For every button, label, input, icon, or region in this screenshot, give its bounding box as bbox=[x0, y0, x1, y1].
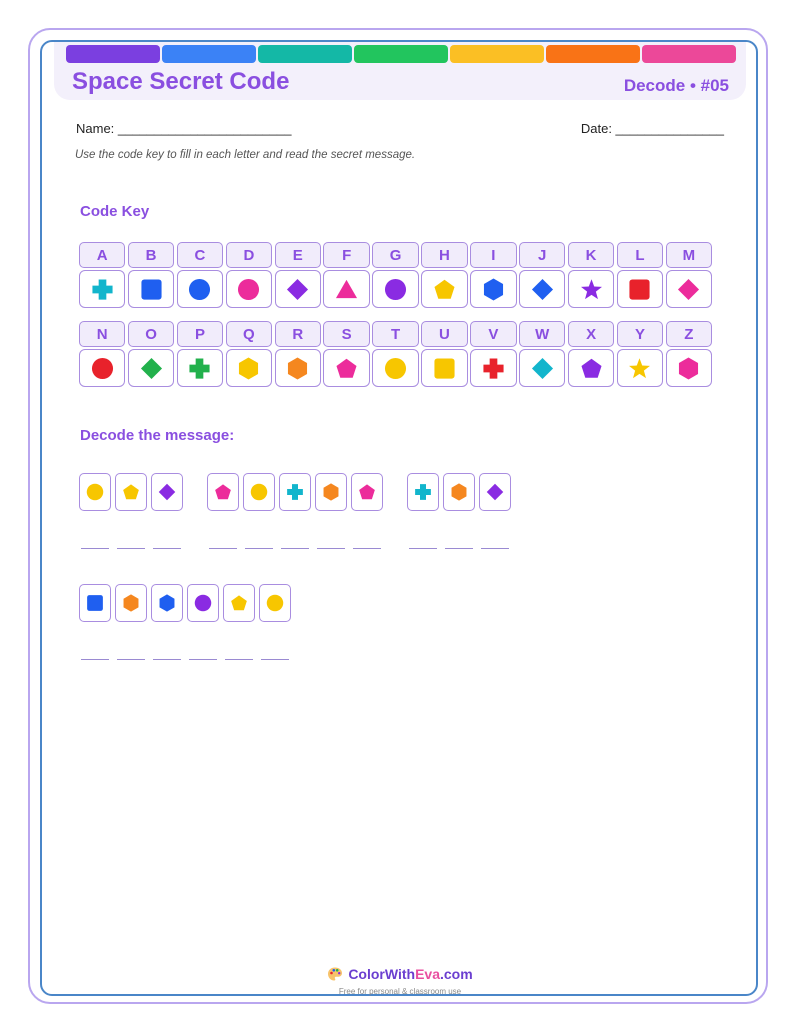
code-key-letter: H bbox=[421, 242, 467, 268]
code-key-letter: I bbox=[470, 242, 516, 268]
code-key-row-1 bbox=[79, 242, 712, 308]
code-key-symbol bbox=[177, 270, 223, 308]
answer-blank[interactable] bbox=[225, 658, 253, 660]
answer-blank[interactable] bbox=[81, 658, 109, 660]
code-key-entry bbox=[128, 242, 174, 308]
answer-blank[interactable] bbox=[117, 547, 145, 549]
code-key-symbol bbox=[421, 270, 467, 308]
page-title: Space Secret Code bbox=[72, 68, 290, 95]
code-key-entry bbox=[79, 242, 125, 308]
code-key-entry bbox=[275, 242, 321, 308]
pentagon-icon bbox=[230, 594, 248, 612]
code-key-letter: R bbox=[275, 321, 321, 347]
code-key-letter: T bbox=[372, 321, 418, 347]
answer-blanks bbox=[79, 658, 291, 660]
square-icon bbox=[628, 278, 651, 301]
code-key-symbol bbox=[372, 270, 418, 308]
code-key-letter: Y bbox=[617, 321, 663, 347]
answer-blank[interactable] bbox=[209, 547, 237, 549]
answer-blank[interactable] bbox=[153, 658, 181, 660]
circle-icon bbox=[188, 278, 211, 301]
code-key-symbol bbox=[177, 349, 223, 387]
code-key-letter: E bbox=[275, 242, 321, 268]
code-key-letter: S bbox=[323, 321, 369, 347]
code-key-entry bbox=[79, 321, 125, 387]
code-key-symbol bbox=[275, 349, 321, 387]
code-key-symbol bbox=[519, 349, 565, 387]
footer-brand[interactable] bbox=[327, 966, 472, 982]
code-key-letter: X bbox=[568, 321, 614, 347]
circle-icon bbox=[86, 483, 104, 501]
code-key-letter: N bbox=[79, 321, 125, 347]
answer-blank[interactable] bbox=[281, 547, 309, 549]
answer-blank[interactable] bbox=[317, 547, 345, 549]
cross-icon bbox=[91, 278, 114, 301]
code-key-entry bbox=[177, 321, 223, 387]
cross-icon bbox=[482, 357, 505, 380]
message-symbol bbox=[207, 473, 239, 511]
message-symbol bbox=[351, 473, 383, 511]
pentagon-icon bbox=[335, 357, 358, 380]
code-key-letter: W bbox=[519, 321, 565, 347]
answer-blank[interactable] bbox=[409, 547, 437, 549]
code-key-symbol bbox=[666, 349, 712, 387]
code-key-row-2 bbox=[79, 321, 712, 387]
code-key-entry bbox=[519, 321, 565, 387]
code-key-symbol bbox=[372, 349, 418, 387]
code-key-entry bbox=[568, 242, 614, 308]
circle-icon bbox=[384, 278, 407, 301]
code-key-entry bbox=[226, 321, 272, 387]
footer-brand-color: Color bbox=[348, 966, 385, 982]
answer-blank[interactable] bbox=[81, 547, 109, 549]
code-key-entry bbox=[128, 321, 174, 387]
code-key-letter: A bbox=[79, 242, 125, 268]
code-key-entry bbox=[666, 321, 712, 387]
footer-brand-eva: Eva bbox=[415, 966, 440, 982]
code-key-entry bbox=[617, 321, 663, 387]
code-key-symbol bbox=[470, 349, 516, 387]
code-key-symbol bbox=[568, 270, 614, 308]
code-key-entry bbox=[617, 242, 663, 308]
message-symbol bbox=[79, 473, 111, 511]
code-key-entry bbox=[421, 321, 467, 387]
code-key-letter: Q bbox=[226, 321, 272, 347]
date-field[interactable]: Date: _______________ bbox=[580, 121, 724, 136]
code-key-letter: U bbox=[421, 321, 467, 347]
code-key-letter: F bbox=[323, 242, 369, 268]
diamond-icon bbox=[677, 278, 700, 301]
diamond-icon bbox=[486, 483, 504, 501]
diamond-icon bbox=[531, 278, 554, 301]
code-key-letter: J bbox=[519, 242, 565, 268]
code-key-symbol bbox=[275, 270, 321, 308]
code-key-symbol bbox=[226, 270, 272, 308]
cross-icon bbox=[414, 483, 432, 501]
answer-blank[interactable] bbox=[153, 547, 181, 549]
rainbow-segment bbox=[258, 45, 352, 63]
code-key-letter: B bbox=[128, 242, 174, 268]
pentagon-icon bbox=[122, 483, 140, 501]
rainbow-segment bbox=[546, 45, 640, 63]
star-icon bbox=[628, 357, 651, 380]
message-symbol bbox=[443, 473, 475, 511]
code-key-symbol bbox=[323, 270, 369, 308]
message-symbol bbox=[187, 584, 219, 622]
code-key-symbol bbox=[470, 270, 516, 308]
code-key-letter: K bbox=[568, 242, 614, 268]
code-key-entry bbox=[666, 242, 712, 308]
message-symbol bbox=[479, 473, 511, 511]
code-key-entry bbox=[275, 321, 321, 387]
name-field[interactable]: Name: ________________________ bbox=[76, 121, 292, 136]
code-key-symbol bbox=[79, 270, 125, 308]
code-key-symbol bbox=[421, 349, 467, 387]
message-symbol bbox=[79, 584, 111, 622]
answer-blank[interactable] bbox=[117, 658, 145, 660]
footer-brand-com: .com bbox=[440, 966, 473, 982]
rainbow-segment bbox=[642, 45, 736, 63]
circle-icon bbox=[237, 278, 260, 301]
hexagon-icon bbox=[677, 357, 700, 380]
pentagon-icon bbox=[433, 278, 456, 301]
pentagon-icon bbox=[214, 483, 232, 501]
code-key-entry bbox=[470, 242, 516, 308]
code-key-entry bbox=[372, 321, 418, 387]
star-icon bbox=[580, 278, 603, 301]
code-key-symbol bbox=[568, 349, 614, 387]
diamond-icon bbox=[286, 278, 309, 301]
hexagon-icon bbox=[158, 594, 176, 612]
cross-icon bbox=[286, 483, 304, 501]
hexagon-icon bbox=[286, 357, 309, 380]
message-symbol bbox=[315, 473, 347, 511]
code-key-entry bbox=[226, 242, 272, 308]
circle-icon bbox=[91, 357, 114, 380]
message-symbol bbox=[223, 584, 255, 622]
code-key-symbol bbox=[519, 270, 565, 308]
square-icon bbox=[140, 278, 163, 301]
message-symbol bbox=[259, 584, 291, 622]
code-key-letter: L bbox=[617, 242, 663, 268]
diamond-icon bbox=[531, 357, 554, 380]
code-key-letter: V bbox=[470, 321, 516, 347]
palette-icon bbox=[327, 966, 343, 982]
code-key-entry bbox=[177, 242, 223, 308]
message-symbol bbox=[279, 473, 311, 511]
hexagon-icon bbox=[122, 594, 140, 612]
answer-blanks bbox=[407, 547, 511, 549]
code-key-entry bbox=[470, 321, 516, 387]
code-key-symbol bbox=[226, 349, 272, 387]
code-key-symbol bbox=[617, 349, 663, 387]
decode-message-heading: Decode the message: bbox=[80, 427, 235, 444]
message-symbol bbox=[115, 473, 147, 511]
answer-blank[interactable] bbox=[261, 658, 289, 660]
code-key-symbol bbox=[128, 349, 174, 387]
code-key-letter: G bbox=[372, 242, 418, 268]
pentagon-icon bbox=[358, 483, 376, 501]
code-key-letter: C bbox=[177, 242, 223, 268]
message-symbol bbox=[151, 473, 183, 511]
rainbow-segment bbox=[66, 45, 160, 63]
page-border-inner bbox=[40, 40, 758, 996]
rainbow-segment bbox=[354, 45, 448, 63]
code-key-symbol bbox=[128, 270, 174, 308]
code-key-symbol bbox=[617, 270, 663, 308]
message-word bbox=[407, 473, 511, 511]
answer-blank[interactable] bbox=[245, 547, 273, 549]
code-key-heading: Code Key bbox=[80, 203, 150, 220]
answer-blanks bbox=[207, 547, 383, 549]
square-icon bbox=[86, 594, 104, 612]
hexagon-icon bbox=[450, 483, 468, 501]
footer-brand-with: With bbox=[384, 966, 416, 982]
code-key-letter: P bbox=[177, 321, 223, 347]
message-word bbox=[207, 473, 383, 511]
cross-icon bbox=[188, 357, 211, 380]
message-word bbox=[79, 584, 291, 622]
code-key-entry bbox=[372, 242, 418, 308]
code-key-entry bbox=[519, 242, 565, 308]
rainbow-segment bbox=[162, 45, 256, 63]
hexagon-icon bbox=[237, 357, 260, 380]
rainbow-segment bbox=[450, 45, 544, 63]
instructions-text: Use the code key to fill in each letter and read the secret message. bbox=[75, 149, 416, 161]
message-word bbox=[79, 473, 183, 511]
puzzle-code-label: Decode • #05 bbox=[623, 76, 729, 95]
circle-icon bbox=[266, 594, 284, 612]
code-key-entry bbox=[568, 321, 614, 387]
message-symbol bbox=[407, 473, 439, 511]
footer bbox=[0, 966, 800, 996]
code-key-symbol bbox=[79, 349, 125, 387]
code-key-entry bbox=[421, 242, 467, 308]
code-key-entry bbox=[323, 242, 369, 308]
circle-icon bbox=[250, 483, 268, 501]
diamond-icon bbox=[158, 483, 176, 501]
diamond-icon bbox=[140, 357, 163, 380]
answer-blank[interactable] bbox=[481, 547, 509, 549]
rainbow-stripe bbox=[66, 45, 736, 63]
triangle-icon bbox=[335, 278, 358, 301]
circle-icon bbox=[384, 357, 407, 380]
circle-icon bbox=[194, 594, 212, 612]
pentagon-icon bbox=[580, 357, 603, 380]
square-icon bbox=[433, 357, 456, 380]
footer-tagline: Free for personal & classroom use bbox=[338, 987, 462, 996]
code-key-letter: M bbox=[666, 242, 712, 268]
answer-blanks bbox=[79, 547, 183, 549]
message-symbol bbox=[151, 584, 183, 622]
code-key-entry bbox=[323, 321, 369, 387]
code-key-letter: Z bbox=[666, 321, 712, 347]
answer-blank[interactable] bbox=[445, 547, 473, 549]
answer-blank[interactable] bbox=[353, 547, 381, 549]
message-symbol bbox=[115, 584, 147, 622]
message-symbol bbox=[243, 473, 275, 511]
code-key-symbol bbox=[666, 270, 712, 308]
hexagon-icon bbox=[322, 483, 340, 501]
hexagon-icon bbox=[482, 278, 505, 301]
answer-blank[interactable] bbox=[189, 658, 217, 660]
code-key-letter: D bbox=[226, 242, 272, 268]
code-key-symbol bbox=[323, 349, 369, 387]
code-key-letter: O bbox=[128, 321, 174, 347]
